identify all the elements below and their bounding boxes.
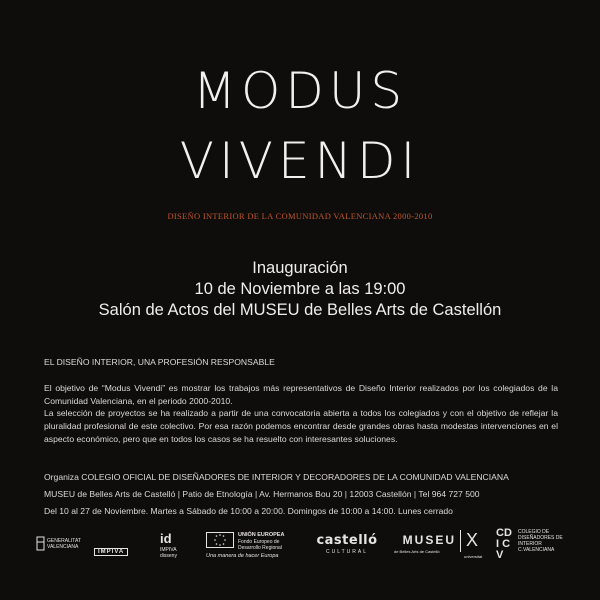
castello-cultural-logo [314, 534, 380, 555]
x-sub: universitat [464, 554, 483, 559]
paragraph-selection: La selección de proyectos se ha realizado a partir de una convocatoria abierta a todos los colegiados y con el objetivo de reflejar la pluralidad profesional de este colectivo. Por esa razón podemos encontrar desde grandes obras hasta modestas intervenciones en el aspecto económico, pero que en todos los casos se ha resuelto con interesantes soluciones. [44, 408, 558, 444]
generalitat-text: GENERALITAT VALENCIANA [47, 538, 81, 550]
x-mark: X [466, 530, 479, 550]
cdicv-mark: CDI CV [496, 527, 512, 561]
impiva-disseny-logo [160, 532, 186, 559]
event-label: Inauguración [252, 259, 348, 277]
ue-title: UNIÓN EUROPEA [238, 532, 285, 538]
title-line-2: VIVENDI [179, 132, 421, 190]
museu-sub: de Belles Arts de Castelló [394, 549, 440, 554]
id-sub: IMPIVA disseny [160, 547, 177, 559]
paragraph-objective: El objetivo de “Modus Vivendi” es mostrar los trabajos más representativos de Diseño Interior realizados por los colegiados de la Comunidad Valenciana, en el periodo 2000-2010. [44, 383, 558, 406]
ue-fund: Fondo Europeo de Desarrollo Regional [238, 539, 282, 551]
schedule-line: Del 10 al 27 de Noviembre. Martes a Sábado de 10:00 a 20:00. Domingos de 10:00 a 14:00. Lunes cerrado [44, 506, 453, 516]
ue-slogan: Una manera de hacer Europa [206, 553, 279, 559]
impiva-text: IMPIVA [94, 548, 128, 556]
address-line: MUSEU de Belles Arts de Castelló | Patio de Etnología | Av. Hermanos Bou 20 | 12003 Castellón | Tel 964 727 500 [44, 489, 480, 499]
event-date: 10 de Noviembre a las 19:00 [194, 280, 406, 298]
impiva-logo [94, 540, 128, 558]
cdicv-text: COLEGIO DE DISEÑADORES DE INTERIOR C.VALENCIANA [518, 529, 563, 553]
id-mark: id [160, 531, 172, 546]
subtitle: DISEÑO INTERIOR DE LA COMUNIDAD VALENCIANA 2000-2010 [167, 211, 433, 221]
museu-logo [394, 533, 456, 555]
castello-text: castelló [316, 533, 378, 548]
divider-bar [460, 530, 461, 552]
museu-text: MUSEU [402, 533, 456, 547]
generalitat-emblem-icon [36, 536, 45, 552]
sponsor-logos [36, 527, 566, 566]
castello-sub: CULTURAL [325, 549, 369, 555]
event-block [0, 258, 600, 321]
title-line-1: MODUS [192, 62, 408, 120]
event-venue: Salón de Actos del MUSEU de Belles Arts de Castellón [98, 301, 502, 319]
section-title: EL DISEÑO INTERIOR, UNA PROFESIÓN RESPONSABLE [44, 357, 275, 367]
eu-flag-icon [206, 532, 234, 548]
organizer-line: Organiza COLEGIO OFICIAL DE DISEÑADORES DE INTERIOR Y DECORADORES DE LA COMUNIDAD VALENCIANA [44, 472, 509, 482]
